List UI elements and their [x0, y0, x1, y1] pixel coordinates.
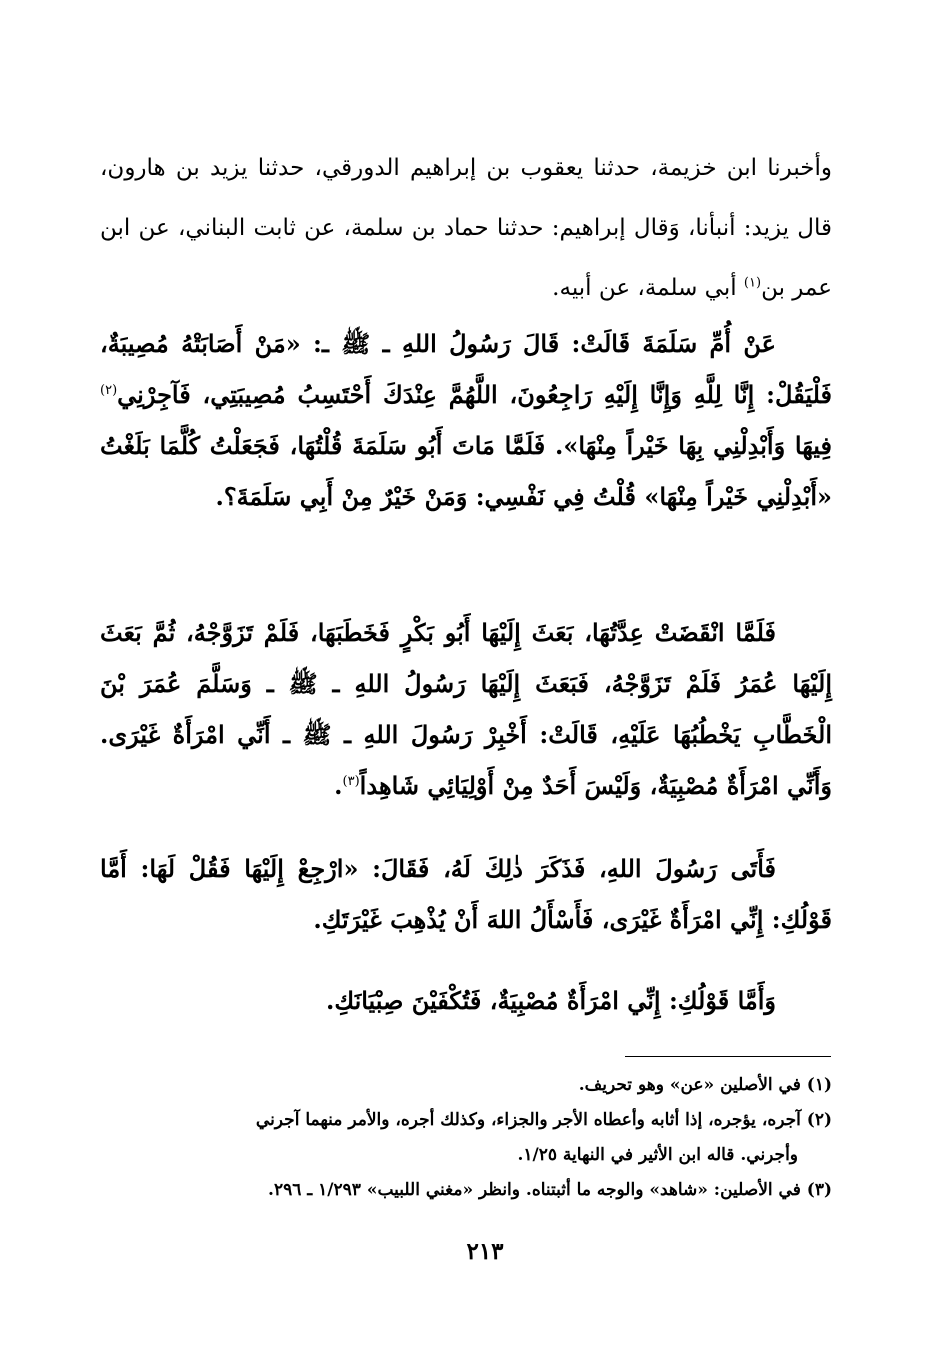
hadith-paragraph-1 — [100, 318, 832, 522]
page-number: ٢١٣ — [466, 1238, 504, 1265]
footnote-divider — [625, 1056, 831, 1057]
isnad-text-end: أبي سلمة، عن أبيه. — [552, 275, 744, 301]
isnad-paragraph — [100, 138, 832, 318]
footnote-2: (٢) آجره، يؤجره، إذا أثابه وأعطاه الأجر والجزاء، وكذلك أجره، والأمر منهما آجرني — [255, 1110, 832, 1130]
hadith-text-2b: . — [334, 771, 343, 800]
isnad-text: وأخبرنا ابن خزيمة، حدثنا يعقوب بن إبراهيم الدورقي، حدثنا يزيد بن هارون، قال يزيد: أنبأنا، وَقال إبراهيم: حدثنا حماد بن سلمة، عن ثابت البناني، عن ابن عمر بن — [100, 155, 832, 301]
hadith-text-1b: فِيهَا وَأَبْدِلْنِي بِهَا خَيْراً مِنْهَا». فَلَمَّا مَاتَ أَبُو سَلَمَةَ قُلْتُهَا، فَجَعَلْتُ كُلَّمَا بَلَغْتُ «أَبْدِلْنِي خَيْراً مِنْهَا» قُلْتُ فِي نَفْسِي: وَمَنْ خَيْرٌ مِنْ أَبِي سَلَمَةَ؟. — [100, 431, 832, 511]
footnote-1: (١) في الأصلين «عن» وهو تحريف. — [578, 1075, 832, 1095]
footnote-ref-1: (١) — [743, 275, 762, 291]
footnote-ref-2: (٢) — [100, 383, 118, 398]
footnote-3: (٣) في الأصلين: «شاهد» والوجه ما أثبتناه. وانظر «مغني اللبيب» ١/٢٩٣ ـ ٢٩٦. — [268, 1180, 832, 1200]
footnote-ref-3: (٣) — [342, 774, 360, 789]
footnote-2-continuation: وأجرني. قاله ابن الأثير في النهاية ١/٢٥. — [517, 1145, 798, 1165]
hadith-paragraph-3: فَأَتَى رَسُولَ اللهِ، فَذَكَرَ ذٰلِكَ لَهُ، فَقَالَ: «ارْجِعْ إِلَيْهَا فَقُلْ لَهَا: أَمَّا قَوْلُكِ: إِنِّي امْرَأَةٌ غَيْرَى، فَأَسْأَلُ اللهَ أَنْ يُذْهِبَ غَيْرَتَكِ. — [100, 854, 832, 934]
hadith-paragraph-2 — [100, 607, 832, 811]
hadith-text-2a: فَلَمَّا انْقَضَتْ عِدَّتُهَا، بَعَثَ إِلَيْهَا أَبُو بَكْرٍ فَخَطَبَهَا، فَلَمْ تَزَوَّجْهُ، ثُمَّ بَعَثَ إِلَيْهَا عُمَرُ فَلَمْ تَزَوَّجْهُ، فَبَعَثَ إِلَيْهَا رَسُولُ اللهِ ـ ﷺ ـ وَسَلَّمَ عُمَرَ بْنَ الْخَطَّابِ يَخْطُبُهَا عَلَيْهِ، قَالَتْ: أَخْبِرْ رَسُولَ اللهِ ـ ﷺ ـ أَنِّي امْرَأَةٌ غَيْرَى. وَأَنِّي امْرَأَةٌ مُصْبِيَةٌ، وَلَيْسَ أَحَدٌ مِنْ أَوْلِيَائِي شَاهِداً — [100, 618, 832, 800]
hadith-paragraph-4: وَأَمَّا قَوْلُكِ: إِنِّي امْرَأَةٌ مُصْبِيَةٌ، فَتُكْفَيْنَ صِبْيَانَكِ. — [325, 986, 776, 1015]
hadith-text-1a: عَنْ أُمِّ سَلَمَةَ قَالَتْ: قَالَ رَسُولُ اللهِ ـ ﷺ ـ: «مَنْ أَصَابَتْهُ مُصِيبَةٌ، فَلْيَقُلْ: إِنَّا لِلَّهِ وَإِنَّا إِلَيْهِ رَاجِعُونَ، اللَّهُمَّ عِنْدَكَ أَحْتَسِبُ مُصِيبَتِي، فَآجِرْنِي — [100, 329, 832, 409]
footnotes — [118, 1068, 832, 1208]
